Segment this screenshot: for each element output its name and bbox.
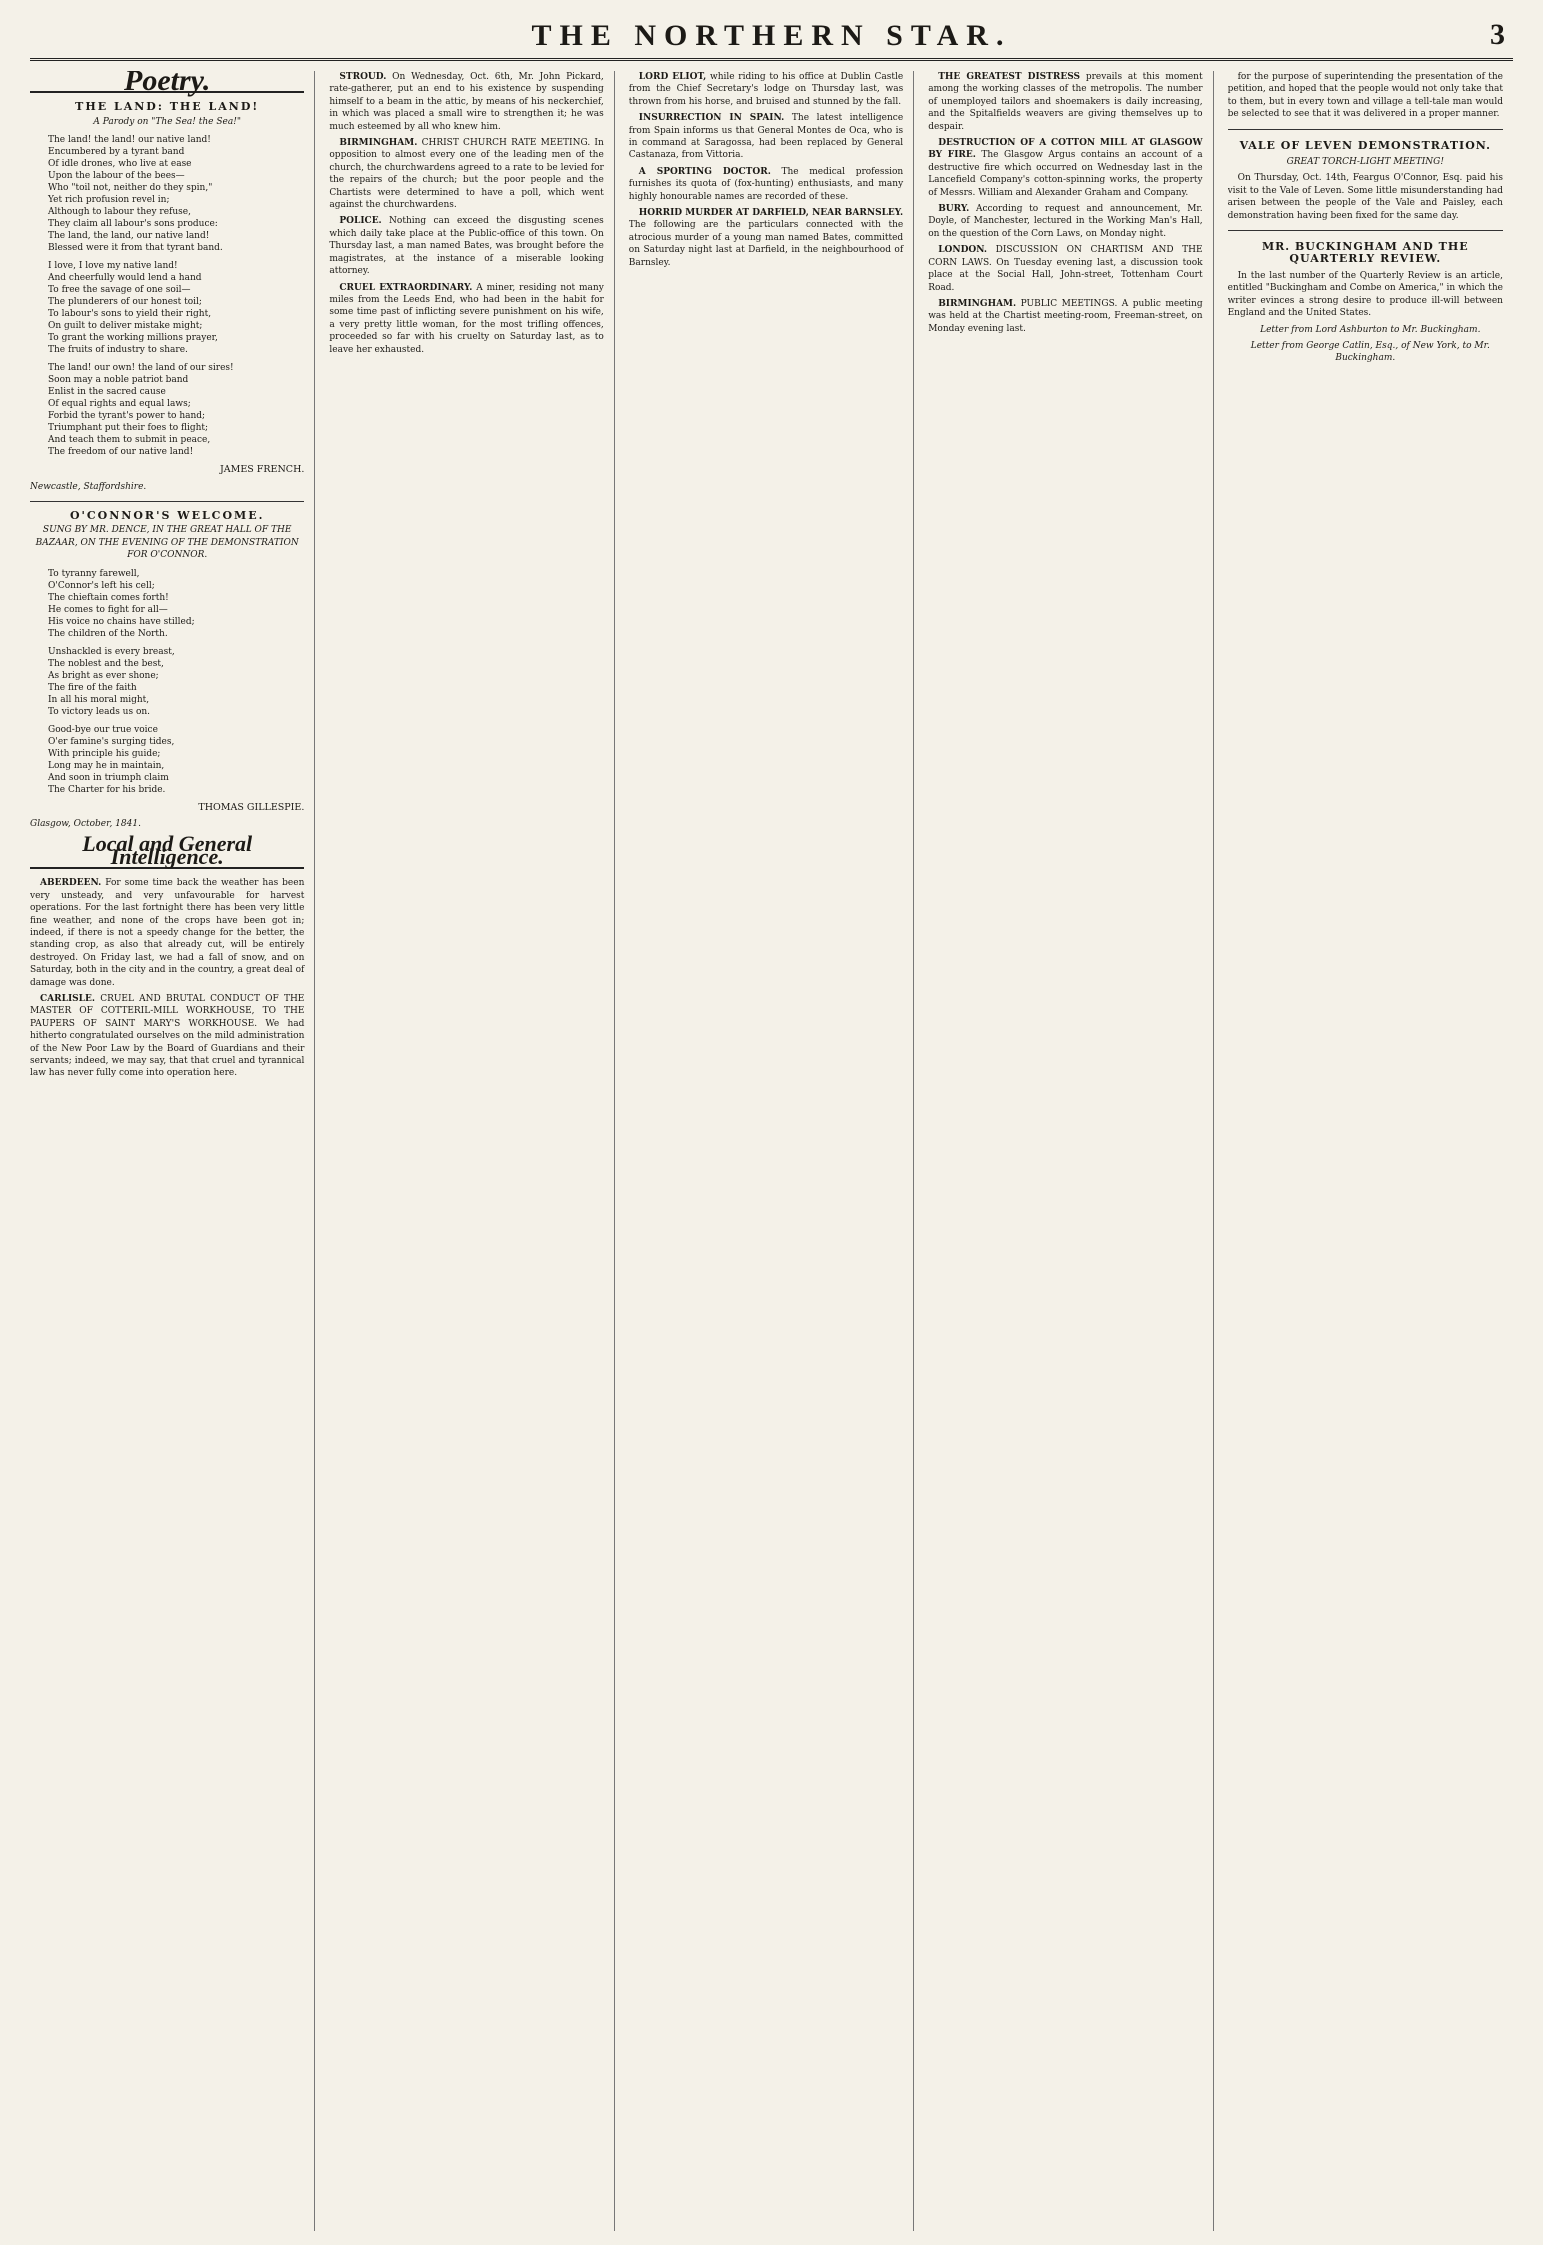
article-head: A SPORTING DOCTOR. [638, 166, 771, 177]
article-head: INSURRECTION IN SPAIN. [638, 113, 785, 124]
article-paragraph [329, 215, 603, 277]
article-head: CARLISLE. [40, 993, 95, 1004]
column-3 [629, 71, 914, 2231]
poem-stanza: The land! the land! our native land! Encumbered by a tyrant band Of idle drones, who live at ease Upon the labour of the bees— Who "toil not, neither do they spin," Yet rich profusion revel in; Although to labour they refuse, They claim all labour's sons produce: The land, the land, our native land! Blessed were it from that tyrant band. [48, 135, 223, 254]
article-paragraph [30, 993, 304, 1080]
poem-title: O'CONNOR'S WELCOME. [69, 509, 265, 523]
article-head: BIRMINGHAM. [339, 138, 418, 149]
article-text: According to request and announcement, Mr. Doyle, of Manchester, lectured in the Working Man's Hall, on the question of the Corn Laws, on Monday night. [928, 204, 1203, 239]
article-text: The following are the particulars connected with the atrocious murder of a young man named Bates, committed on Saturday night last at Darfield, in the neighbourhood of Barnsley. [628, 220, 904, 268]
article-paragraph [329, 71, 603, 133]
article-text: Nothing can exceed the disgusting scenes which daily take place at the Public-office of this town. On Thursday last, a man named Bates, was brought before the magistrates, at the instance of a miserable looking attorney. [329, 216, 604, 277]
article-head: LORD ELIOT, [638, 72, 707, 82]
poem-place: Glasgow, October, 1841. [30, 819, 141, 830]
article-paragraph [928, 203, 1202, 240]
poem-body [30, 134, 304, 458]
divider [1228, 230, 1503, 231]
masthead [30, 14, 1513, 61]
article-head: DESTRUCTION OF A COTTON MILL AT GLASGOW BY FIRE. [928, 138, 1203, 161]
article-paragraph [928, 137, 1202, 199]
section-heading-intelligence: Local and General Intelligence. [30, 838, 304, 869]
article-text: For some time back the weather has been very unsteady, and very unfavourable for harvest operations. For the last fortnight there has been very little fine weather, and none of the crops have been got in; indeed, if there is not a speedy change for the better, the standing crop, as also that already cut, will be entirely destroyed. On Friday last, we had a fall of snow, and on Saturday, both in the city and in the country, a great deal of damage was done. [30, 878, 305, 988]
article-paragraph [629, 166, 903, 203]
article-text: On Wednesday, Oct. 6th, Mr. John Pickard, rate-gatherer, put an end to his existence by suspending himself to a beam in the attic, by means of his neckerchief, in which was placed a small wire to strengthen it; he was much esteemed by all who knew him. [329, 72, 604, 132]
poem-subtitle: SUNG BY MR. DENCE, IN THE GREAT HALL OF THE BAZAAR, ON THE EVENING OF THE DEMONSTRATION FOR O'CONNOR. [35, 525, 299, 561]
poem-body [30, 568, 304, 796]
article-paragraph: In the last number of the Quarterly Review is an article, entitled "Buckingham and Combe on America," in which the writer evinces a strong desire to produce ill-will between England and the United States. [1227, 270, 1503, 319]
article-paragraph [629, 112, 903, 162]
divider [1228, 129, 1503, 130]
article-text: The latest intelligence from Spain informs us that General Montes de Oca, who is in command at Saragossa, had been replaced by General Castanaza, from Vittoria. [628, 113, 904, 161]
article-paragraph [928, 244, 1202, 294]
article-text: for the purpose of superintending the presentation of the petition, and hoped that the people would not only take that to them, but in every town and village a tell-tale man would be selected to see that it was delivered in a proper manner. [1227, 72, 1503, 120]
article-paragraph [329, 282, 603, 356]
article-head: ABERDEEN. [40, 878, 102, 889]
column-4 [928, 71, 1213, 2231]
column-1 [30, 71, 315, 2231]
section-heading-poetry: Poetry. [30, 75, 304, 93]
article-paragraph [30, 877, 304, 989]
article-text: CHRIST CHURCH RATE MEETING. In opposition to almost every one of the leading men of the church, the churchwardens agreed to a rate to be levied for the repairs of the church; but the poor people and the Chartists were determined to have a poll, which went against the churchwardens. [329, 138, 604, 211]
article-paragraph [629, 71, 903, 108]
divider [30, 501, 304, 502]
poem-author: JAMES FRENCH. [219, 464, 305, 476]
poem-stanza: The land! our own! the land of our sires! Soon may a noble patriot band Enlist in the sacred cause Of equal rights and equal laws; Forbid the tyrant's power to hand; Triumphant put their foes to flight; And teach them to submit in peace, The freedom of our native land! [48, 363, 234, 458]
letter-heading: Letter from George Catlin, Esq., of New York, to Mr. Buckingham. [1250, 340, 1490, 364]
article-head: STROUD. [339, 72, 387, 82]
poem-stanza: To tyranny farewell, O'Connor's left his cell; The chieftain comes forth! He comes to fight for all— His voice no chains have stilled; The children of the North. [48, 568, 195, 639]
article-title: VALE OF LEVEN DEMONSTRATION. [1239, 138, 1491, 152]
article-text: The medical profession furnishes its quota of (fox-hunting) enthusiasts, and many highly honourable names are recorded of these. [628, 166, 904, 202]
article-head: CRUEL EXTRAORDINARY. [339, 282, 473, 293]
article-head: THE GREATEST DISTRESS [938, 72, 1081, 82]
article-text: CRUEL AND BRUTAL CONDUCT OF THE MASTER OF COTTERIL-MILL WORKHOUSE, TO THE PAUPERS OF SAINT MARY'S WORKHOUSE. We had hitherto congratulated ourselves on the mild administration of the New Poor Law by the Board of Guardians and their servants; indeed, we may say, that that cruel and tyrannical law has never fully come into operation here. [30, 993, 305, 1079]
page-number: 3 [1490, 18, 1505, 51]
article-subtitle: GREAT TORCH-LIGHT MEETING! [1286, 157, 1444, 168]
article-head: POLICE. [339, 216, 382, 227]
column-5 [1228, 71, 1513, 2231]
article-paragraph [329, 137, 603, 211]
poem-title: THE LAND: THE LAND! [75, 100, 260, 114]
article-text: while riding to his office at Dublin Castle from the Chief Secretary's lodge on Thursday last, was thrown from his horse, and bruised and stunned by the fall. [628, 72, 904, 107]
article-text: The Glasgow Argus contains an account of a destructive fire which occurred on Wednesday last in the Lancefield Company's cotton-spinning works, the property of Messrs. William and Alexander Graham and Company. [928, 150, 1203, 198]
masthead-title: THE NORTHERN STAR. [531, 19, 1012, 52]
article-head: BURY. [938, 204, 970, 215]
article-paragraph: On Thursday, Oct. 14th, Feargus O'Connor, Esq. paid his visit to the Vale of Leven. Some little misunderstanding had arisen between the people of the Vale and Paisley, each demonstration having been fixed for the same day. [1227, 173, 1503, 221]
article-head: HORRID MURDER AT DARFIELD, NEAR BARNSLEY. [638, 208, 904, 219]
poem-stanza: Unshackled is every breast, The noblest and the best, As bright as ever shone; The fire of the faith In all his moral might, To victory leads us on. [48, 646, 175, 717]
column-2 [329, 71, 614, 2231]
poem-place: Newcastle, Staffordshire. [30, 481, 147, 492]
article-title: MR. BUCKINGHAM AND THE QUARTERLY REVIEW. [1261, 240, 1469, 266]
poem-stanza: I love, I love my native land! And cheerfully would lend a hand To free the savage of one soil— The plunderers of our honest toil; To labour's sons to yield their right, On guilt to deliver mistake might; To grant the working millions prayer, The fruits of industry to share. [48, 261, 218, 356]
article-paragraph [629, 207, 903, 269]
poem-author: THOMAS GILLESPIE. [198, 801, 305, 813]
columns [30, 71, 1513, 2231]
article-paragraph [1228, 71, 1503, 121]
article-head: LONDON. [938, 245, 988, 256]
letter-heading: Letter from Lord Ashburton to Mr. Buckingham. [1260, 324, 1481, 335]
article-text: DISCUSSION ON CHARTISM AND THE CORN LAWS. On Tuesday evening last, a discussion took place at the Social Hall, John-street, Tottenham Court Road. [928, 245, 1203, 293]
article-text: prevails at this moment among the working classes of the metropolis. The number of unemployed tailors and shoemakers is daily increasing, and the Spitalfields weavers are giving themselves up to despair. [928, 72, 1203, 132]
article-text: PUBLIC MEETINGS. A public meeting was held at the Chartist meeting-room, Freeman-street, on Monday evening last. [928, 298, 1203, 334]
poem-subtitle: A Parody on "The Sea! the Sea!" [93, 116, 241, 127]
article-text: A miner, residing not many miles from the Leeds End, who had been in the habit for some time past of inflicting severe punishment on his wife, a very pretty little woman, for the most trifling offences, proceeded so far with his cruelty on Saturday last, as to leave her exhausted. [329, 282, 604, 355]
poem-stanza: Good-bye our true voice O'er famine's surging tides, With principle his guide; Long may he in maintain, And soon in triumph claim The Charter for his bride. [48, 724, 175, 795]
article-head: BIRMINGHAM. [938, 298, 1017, 309]
article-paragraph [928, 71, 1202, 133]
article-paragraph [928, 298, 1202, 335]
